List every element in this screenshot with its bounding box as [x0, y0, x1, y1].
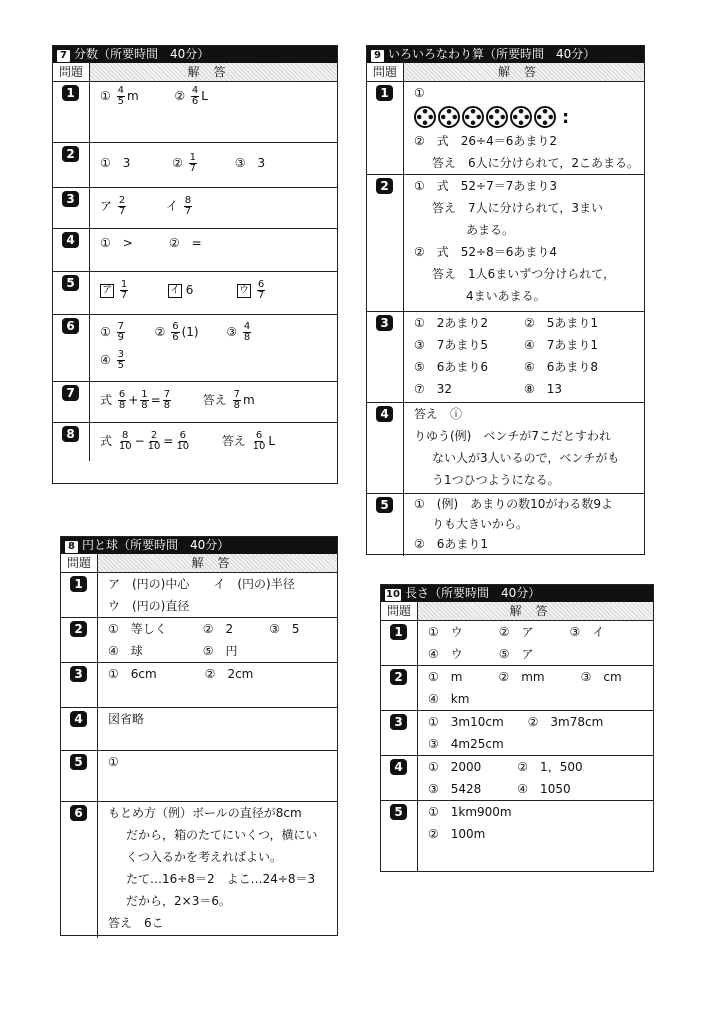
- numerator: 1: [189, 152, 197, 163]
- label: ア: [100, 199, 113, 213]
- question-cell: [367, 82, 404, 174]
- answer-line: 答え ⓘ: [414, 407, 463, 421]
- answer-cell: [90, 315, 337, 381]
- header-answer: 解答: [191, 556, 244, 570]
- answer-cell: [98, 802, 337, 938]
- answer-line: う1つひつようになる。: [432, 473, 560, 487]
- answer-cell: [98, 573, 337, 617]
- answer-row-2: [367, 175, 644, 312]
- answer-cell: [98, 708, 337, 750]
- fraction: [117, 350, 125, 371]
- answer-line: ウ (円の)直径: [108, 599, 190, 613]
- question-number: 1: [70, 576, 87, 592]
- section-title-text: 長さ（所要時間 40分）: [405, 586, 541, 600]
- answer-cell: [404, 312, 644, 402]
- fraction: [118, 431, 133, 452]
- section-title-text: 円と球（所要時間 40分）: [82, 538, 230, 552]
- dot-group: [438, 106, 460, 128]
- denominator: 8: [233, 400, 240, 411]
- section-number: 8: [65, 541, 78, 553]
- answer-row-4: [53, 229, 337, 272]
- fraction: [233, 390, 241, 411]
- question-number: 4: [62, 232, 79, 248]
- denominator: 9: [117, 332, 124, 343]
- answer-row-1: [53, 82, 337, 143]
- fraction: [189, 153, 197, 174]
- answer-row-3: [367, 312, 644, 403]
- denominator: 10: [147, 441, 161, 452]
- denominator: 6: [191, 96, 199, 107]
- dot-group: [510, 106, 532, 128]
- answer-line: ② 式 26÷4＝6あまり2: [414, 134, 557, 148]
- answer-line: ① ウ ② ア ③ イ: [428, 625, 605, 639]
- numerator: 2: [150, 430, 158, 441]
- numerator: 8: [184, 195, 192, 206]
- section-10-length: [380, 584, 654, 872]
- fraction: [118, 390, 126, 411]
- question-cell: [53, 229, 90, 271]
- fraction: [175, 431, 190, 452]
- fraction: [191, 86, 199, 107]
- question-number: 3: [70, 666, 87, 682]
- answer-line: ① 6cm ② 2cm: [108, 667, 254, 681]
- numerator: 6: [255, 430, 263, 441]
- question-cell: [381, 666, 418, 710]
- label: イ: [165, 199, 178, 213]
- denominator: 8: [163, 400, 171, 411]
- answer-cell: [404, 403, 644, 493]
- unit: m: [126, 89, 139, 103]
- question-number: 4: [70, 711, 87, 727]
- section-title: [53, 46, 337, 63]
- denominator: 5: [117, 96, 124, 107]
- answer-line: くつ入るかを考えればよい。: [126, 850, 283, 864]
- table-header: [53, 63, 337, 82]
- answer-line: ① 1km900m: [428, 805, 512, 819]
- section-number: 7: [57, 50, 70, 62]
- section-title: [367, 46, 644, 63]
- question-number: 3: [390, 714, 407, 730]
- section-7-fractions: [52, 45, 338, 484]
- answer-line: ⑦ 32 ⑧ 13: [414, 382, 563, 396]
- header-answer: 解答: [509, 604, 562, 618]
- numerator: 7: [163, 389, 171, 400]
- answer-row-2: [53, 143, 337, 188]
- fraction: [117, 86, 125, 107]
- denominator: 10: [252, 441, 266, 452]
- header-question: 問題: [367, 63, 404, 81]
- answer-cell: [90, 82, 337, 142]
- answer-line: ① 等しく ② 2 ③ 5: [108, 622, 300, 636]
- numerator: 6: [257, 279, 265, 290]
- question-cell: [61, 751, 98, 801]
- answer-line: [100, 430, 337, 452]
- dot-diagram: [414, 104, 644, 130]
- answer-line: ③ 4m25cm: [428, 737, 504, 751]
- operator: −: [134, 434, 145, 448]
- answer-line: ④ km: [428, 692, 470, 706]
- section-title-text: いろいろなわり算（所要時間 40分）: [388, 47, 596, 61]
- denominator: 7: [118, 206, 126, 217]
- fraction: [184, 196, 192, 217]
- header-question: 問題: [53, 63, 90, 81]
- answer-row-3: [53, 188, 337, 229]
- question-cell: [61, 573, 98, 617]
- question-number: 1: [376, 85, 393, 101]
- answer-line: ① > ② =: [100, 236, 202, 250]
- label: 式: [100, 393, 113, 407]
- answer-line: [100, 195, 337, 217]
- denominator: 5: [117, 360, 124, 371]
- question-cell: [381, 621, 418, 665]
- question-cell: [61, 663, 98, 707]
- question-number: 2: [376, 178, 393, 194]
- answer-line: ② 式 52÷8＝6あまり4: [414, 245, 557, 259]
- answer-row-2: [61, 618, 337, 663]
- section-8-circles-spheres: [60, 536, 338, 936]
- answer-cell: [418, 666, 653, 710]
- dot-group: [486, 106, 508, 128]
- denominator: 7: [184, 206, 192, 217]
- question-number: 6: [70, 805, 87, 821]
- answer-line: ①: [108, 755, 119, 769]
- fraction: [117, 322, 125, 343]
- answer-line: 図省略: [108, 712, 145, 726]
- mark: ④: [100, 353, 111, 367]
- answer-line: [100, 152, 337, 174]
- answer-line: りゆう(例) ベンチが7こだとすわれ: [414, 429, 611, 443]
- answer-label: 答え: [202, 393, 227, 407]
- denominator: 7: [189, 163, 197, 174]
- question-cell: [53, 315, 90, 381]
- question-number: 8: [62, 426, 79, 442]
- unit: m: [242, 393, 255, 407]
- answer-line: ④ ウ ⑤ ア: [428, 647, 534, 661]
- table-header: [61, 554, 337, 573]
- answer-row-1: [61, 573, 337, 618]
- answer-row-4: [367, 403, 644, 494]
- numerator: 1: [120, 279, 128, 290]
- header-question: 問題: [61, 554, 98, 572]
- numerator: 7: [117, 321, 124, 332]
- question-number: 1: [390, 624, 407, 640]
- answer-text: ① 3: [100, 156, 131, 170]
- answer-line: [100, 318, 337, 346]
- remainder-dots: :: [562, 106, 570, 128]
- answer-line: ア (円の)中心 イ (円の)半径: [108, 577, 295, 591]
- mark: ②: [174, 89, 186, 103]
- answer-line: ⑤ 6あまり6 ⑥ 6あまり8: [414, 360, 599, 374]
- answer-cell: [418, 756, 653, 800]
- operator: =: [150, 393, 161, 407]
- answer-line: 答え 6人に分けられて，2こあまる。: [432, 156, 640, 170]
- answer-text: ③ 3: [234, 156, 266, 170]
- answer-line: りも大きいから。: [432, 517, 529, 531]
- answer-row-5: [53, 272, 337, 315]
- answer-row-6: [53, 315, 337, 382]
- question-cell: [367, 312, 404, 402]
- numerator: 8: [122, 430, 129, 441]
- section-number: 9: [371, 50, 384, 62]
- question-cell: [53, 82, 90, 142]
- header-question: 問題: [381, 602, 418, 620]
- answer-cell: [418, 711, 653, 755]
- answer-line: [100, 389, 337, 411]
- answer-line: だから，箱のたてにいくつ，横にい: [126, 828, 318, 842]
- question-cell: [53, 143, 90, 187]
- header-answer: 解答: [187, 65, 240, 79]
- answer-cell: [404, 494, 644, 556]
- question-cell: [53, 382, 90, 422]
- question-cell: [381, 801, 418, 871]
- answer-row-5: [367, 494, 644, 556]
- answer-cell: [98, 663, 337, 707]
- answer-line: ① m ② mm ③ cm: [428, 670, 622, 684]
- numerator: 6: [118, 389, 126, 400]
- question-number: 3: [376, 315, 393, 331]
- answer-line: [100, 346, 337, 374]
- answer-cell: [90, 188, 337, 228]
- fraction: [120, 280, 128, 301]
- answer-line: ① 式 52÷7＝7あまり3: [414, 179, 557, 193]
- question-cell: [367, 494, 404, 556]
- dot-group: [414, 106, 436, 128]
- boxed-label: ア: [102, 284, 112, 296]
- denominator: 10: [118, 441, 132, 452]
- answer-line: [100, 279, 337, 301]
- denominator: 8: [118, 400, 126, 411]
- unit: L: [201, 89, 208, 103]
- question-number: 2: [70, 621, 87, 637]
- mark: ②: [154, 325, 166, 339]
- table-header: [367, 63, 644, 82]
- question-cell: [381, 711, 418, 755]
- section-number: 10: [386, 589, 400, 600]
- answer-row-1: [367, 82, 644, 175]
- answer-line: もとめ方（例）ボールの直径が8cm: [108, 806, 302, 820]
- denominator: 6: [172, 332, 179, 343]
- dot-group: [462, 106, 484, 128]
- dot-group: [534, 106, 556, 128]
- answer-line: ① (例) あまりの数10がわる数9よ: [414, 497, 614, 511]
- question-number: 5: [376, 497, 393, 513]
- answer-cell: [418, 801, 653, 871]
- denominator: 10: [176, 441, 190, 452]
- question-number: 3: [62, 191, 79, 207]
- mark: ①: [100, 325, 111, 339]
- question-cell: [367, 403, 404, 493]
- fraction: [147, 431, 162, 452]
- answer-row-7: [53, 382, 337, 423]
- numerator: 7: [233, 389, 240, 400]
- answer-line: だから，2×3＝6。: [126, 894, 231, 908]
- answer-row-4: [61, 708, 337, 751]
- section-9-division: [366, 45, 645, 555]
- mark: ①: [100, 89, 111, 103]
- answer-row-4: [381, 756, 653, 801]
- mark: ②: [172, 156, 183, 170]
- question-cell: [367, 175, 404, 311]
- question-number: 4: [390, 759, 407, 775]
- answer-row-1: [381, 621, 653, 666]
- numerator: 3: [117, 349, 124, 360]
- answer-label: 答え: [221, 434, 246, 448]
- answer-line: ①: [414, 86, 425, 100]
- answer-row-6: [61, 802, 337, 938]
- question-cell: [53, 272, 90, 314]
- label: 式: [100, 434, 113, 448]
- operator: +: [128, 393, 139, 407]
- boxed-label: ウ: [238, 284, 249, 296]
- answer-line: ① 3m10cm ② 3m78cm: [428, 715, 604, 729]
- numerator: 4: [191, 85, 199, 96]
- fraction: [163, 390, 171, 411]
- header-answer: 解答: [497, 65, 550, 79]
- question-number: 5: [62, 275, 79, 291]
- question-cell: [381, 756, 418, 800]
- question-cell: [53, 188, 90, 228]
- answer-cell: [98, 618, 337, 662]
- answer-line: ② 6あまり1: [414, 537, 489, 551]
- answer-cell: [90, 229, 337, 271]
- denominator: 8: [141, 400, 148, 411]
- answer-line: ③ 5428 ④ 1050: [428, 782, 571, 796]
- fraction: [140, 390, 148, 411]
- fraction: [252, 431, 267, 452]
- numerator: 6: [179, 430, 186, 441]
- question-number: 2: [62, 146, 79, 162]
- answer-cell: [90, 272, 337, 314]
- answer-line: ① 2あまり2 ② 5あまり1: [414, 316, 599, 330]
- answer-row-3: [381, 711, 653, 756]
- boxed-label: イ: [169, 284, 180, 296]
- answer-line: あまる。: [466, 223, 515, 237]
- answer-row-3: [61, 663, 337, 708]
- question-number: 4: [376, 406, 393, 422]
- answer-cell: [90, 382, 337, 422]
- answer-row-8: [53, 423, 337, 461]
- denominator: 7: [257, 290, 265, 301]
- question-number: 7: [62, 385, 79, 401]
- denominator: 8: [243, 332, 251, 343]
- answer-cell: [90, 143, 337, 187]
- answer-text: (1): [181, 325, 199, 339]
- answer-row-5: [381, 801, 653, 871]
- answer-cell: [418, 621, 653, 665]
- question-cell: [53, 423, 90, 461]
- question-number: 1: [62, 85, 79, 101]
- answer-cell: [404, 175, 644, 311]
- answer-line: ④ 球 ⑤ 円: [108, 644, 238, 658]
- answer-row-5: [61, 751, 337, 802]
- numerator: 2: [118, 195, 126, 206]
- denominator: 7: [120, 290, 128, 301]
- numerator: 4: [117, 85, 124, 96]
- answer-cell: [98, 751, 337, 801]
- answer-line: 答え 1人6まいずつ分けられて，: [432, 267, 616, 281]
- answer-text: 6: [185, 283, 194, 297]
- question-cell: [61, 708, 98, 750]
- question-number: 5: [390, 804, 407, 820]
- numerator: 4: [243, 321, 251, 332]
- section-title: [61, 537, 337, 554]
- numerator: 1: [141, 389, 148, 400]
- fraction: [257, 280, 265, 301]
- answer-cell: [404, 82, 644, 174]
- question-number: 6: [62, 318, 79, 334]
- answer-line: [100, 85, 337, 107]
- answer-line: ない人が3人いるので，ベンチがも: [432, 451, 620, 465]
- numerator: 6: [172, 321, 179, 332]
- question-number: 5: [70, 754, 87, 770]
- question-cell: [61, 618, 98, 662]
- answer-row-2: [381, 666, 653, 711]
- table-header: [381, 602, 653, 621]
- mark: ③: [226, 325, 238, 339]
- answer-line: ② 100m: [428, 827, 486, 841]
- question-cell: [61, 802, 98, 938]
- fraction: [171, 322, 179, 343]
- fraction: [243, 322, 251, 343]
- unit: L: [268, 434, 276, 448]
- section-title-text: 分数（所要時間 40分）: [74, 47, 210, 61]
- answer-line: ① 2000 ② 1，500: [428, 760, 583, 774]
- section-title: [381, 585, 653, 602]
- answer-line: たて…16÷8＝2 よこ…24÷8＝3: [126, 872, 316, 886]
- operator: =: [163, 434, 174, 448]
- fraction: [118, 196, 126, 217]
- answer-line: ③ 7あまり5 ④ 7あまり1: [414, 338, 599, 352]
- answer-line: 答え 6こ: [108, 916, 164, 930]
- answer-cell: [90, 423, 337, 461]
- question-number: 2: [390, 669, 407, 685]
- answer-line: 4まいあまる。: [466, 289, 546, 303]
- answer-line: 答え 7人に分けられて，3まい: [432, 201, 604, 215]
